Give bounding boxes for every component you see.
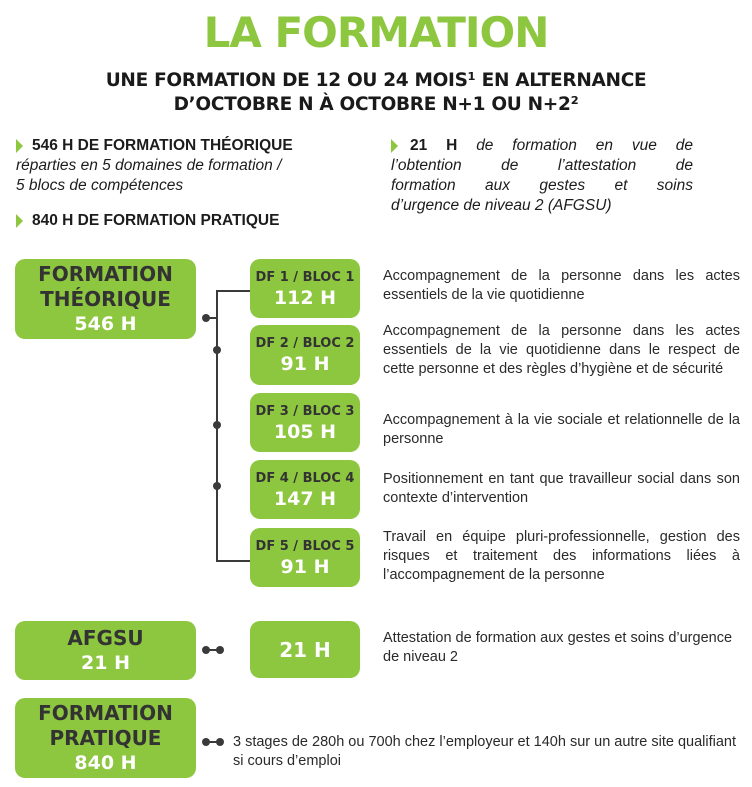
practice-box-hours: 840 H xyxy=(74,752,137,774)
theory-detail-2: 5 blocs de compétences xyxy=(16,177,184,194)
afgsu-summary-hours: 21 H xyxy=(410,137,458,154)
practice-hours-text: 840 H DE FORMATION PRATIQUE xyxy=(32,212,280,229)
connector-line xyxy=(216,290,250,292)
df-block-2-desc: Accompagnement de la personne dans les actes essentiels de la vie quotidienne dans le respect de cette personne et des règles d’hygiène et de sécurité xyxy=(383,323,740,377)
connector-dot xyxy=(216,738,224,746)
bullet-arrow-icon xyxy=(391,139,398,153)
connector-line xyxy=(216,560,250,562)
df-block-4-hours: 147 H xyxy=(273,487,337,510)
df-block-2-name: DF 2 / BLOC 2 xyxy=(255,336,355,351)
afgsu-summary-line-3: formation aux gestes et soins xyxy=(391,177,693,194)
afgsu-summary-line-4: d’urgence de niveau 2 (AFGSU) xyxy=(391,197,612,214)
afgsu-summary-line-1 xyxy=(410,136,693,156)
bullet-arrow-icon xyxy=(16,139,23,153)
afgsu-summary-text-1: de formation en vue de xyxy=(476,137,693,154)
afgsu-detail-hours: 21 H xyxy=(279,637,331,662)
afgsu-box-name: AFGSU xyxy=(67,626,144,650)
practice-desc: 3 stages de 280h ou 700h chez l’employeur et 140h sur un autre site qualifiant si cours d’emploi xyxy=(233,734,737,769)
df-block-4-desc: Positionnement en tant que travailleur social dans son contexte d’intervention xyxy=(383,471,740,506)
subtitle-line-2: D’OCTOBRE N À OCTOBRE N+1 OU N+2² xyxy=(173,94,579,115)
afgsu-hours-box xyxy=(250,621,360,678)
df-block-5-desc: Travail en équipe pluri-professionnelle, gestion des risques et traitement des informations liées à l’accompagnement de la personne xyxy=(383,529,740,583)
df-block-5-name: DF 5 / BLOC 5 xyxy=(255,538,355,554)
timeline-dot xyxy=(213,346,221,354)
df-block-3 xyxy=(250,393,360,452)
bullet-arrow-icon xyxy=(16,214,23,228)
df-block-4-name: DF 4 / BLOC 4 xyxy=(255,470,355,486)
df-block-1 xyxy=(250,259,360,318)
df-block-3-name: DF 3 / BLOC 3 xyxy=(255,403,355,419)
df-block-1-desc: Accompagnement de la personne dans les actes essentiels de la vie quotidienne xyxy=(383,268,740,303)
page-title: LA FORMATION xyxy=(203,8,549,57)
subtitle-line-1: UNE FORMATION DE 12 OU 24 MOIS¹ EN ALTERNANCE xyxy=(105,70,647,91)
afgsu-desc: Attestation de formation aux gestes et soins d’urgence de niveau 2 xyxy=(383,630,733,665)
df-block-1-hours: 112 H xyxy=(273,286,337,309)
timeline-dot xyxy=(213,482,221,490)
theory-box-hours: 546 H xyxy=(74,313,137,335)
theory-box xyxy=(15,259,196,339)
theory-detail-1: réparties en 5 domaines de formation / xyxy=(16,157,282,174)
practice-box xyxy=(15,698,196,778)
connector-dot xyxy=(216,646,224,654)
df-block-1-name: DF 1 / BLOC 1 xyxy=(255,269,355,285)
df-block-2-hours: 91 H xyxy=(280,353,330,375)
afgsu-box-hours: 21 H xyxy=(81,652,130,674)
connector-line xyxy=(206,317,216,319)
practice-box-name-1: FORMATION xyxy=(38,701,173,725)
df-block-3-desc: Accompagnement à la vie sociale et relationnelle de la personne xyxy=(383,412,740,447)
theory-hours-text: 546 H DE FORMATION THÉORIQUE xyxy=(32,137,293,154)
practice-box-name-2: PRATIQUE xyxy=(49,726,162,750)
timeline-dot xyxy=(213,421,221,429)
theory-box-name-1: FORMATION xyxy=(38,262,173,286)
theory-box-name-2: THÉORIQUE xyxy=(40,287,171,311)
df-block-3-hours: 105 H xyxy=(273,420,337,443)
df-block-5 xyxy=(250,528,360,587)
df-block-4 xyxy=(250,460,360,519)
afgsu-box xyxy=(15,621,196,680)
df-block-2 xyxy=(250,325,360,385)
afgsu-summary-line-2: l’obtention de l’attestation de xyxy=(391,157,693,174)
df-block-5-hours: 91 H xyxy=(280,555,330,578)
